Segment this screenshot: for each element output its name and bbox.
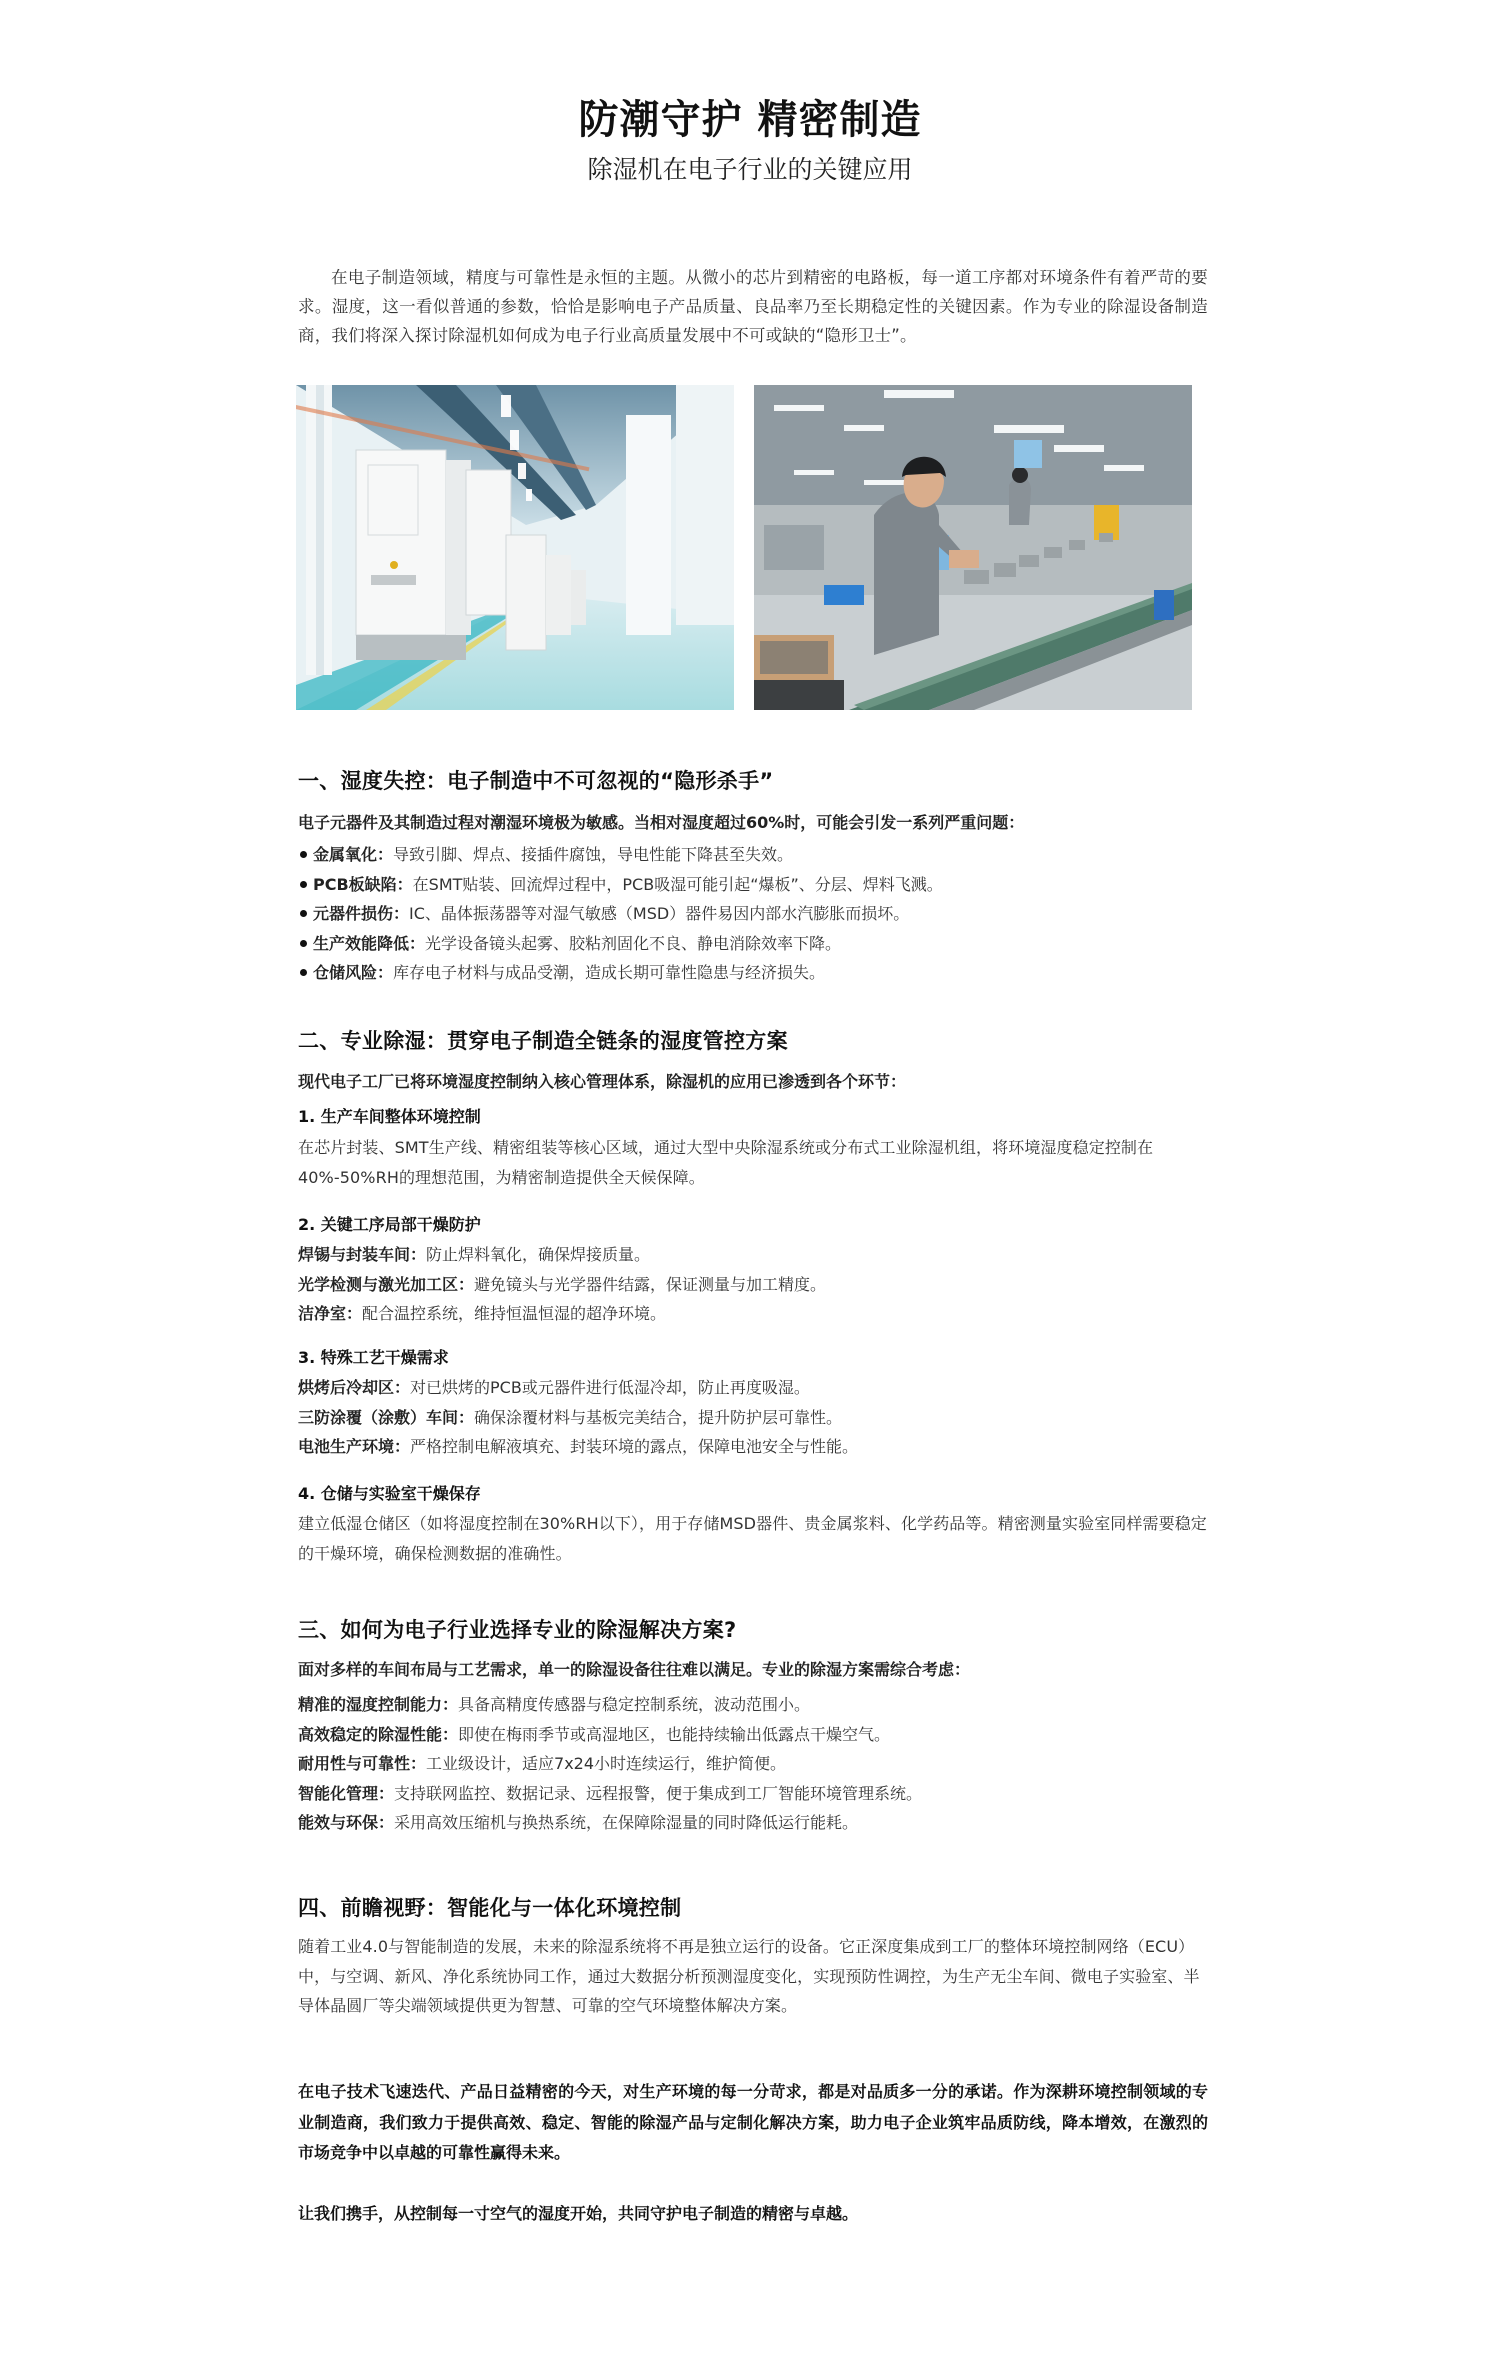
section-3-lead: 面对多样的车间布局与工艺需求，单一的除湿设备往往难以满足。专业的除湿方案需综合考虑：: [298, 1660, 971, 1679]
subsection-1-text: 在芯片封装、SMT生产线、精密组装等核心区域，通过大型中央除湿系统或分布式工业除湿机组，将环境湿度稳定控制在40%-50%RH的理想范围，为精密制造提供全天候保障。: [298, 1138, 1154, 1187]
subsection-2-title: 2. 关键工序局部干燥防护: [298, 1215, 481, 1234]
list-item: 烘烤后冷却区：对已烘烤的PCB或元器件进行低湿冷却，防止再度吸湿。: [298, 1378, 810, 1397]
list-item: 能效与环保：采用高效压缩机与换热系统，在保障除湿量的同时降低运行能耗。: [298, 1813, 859, 1832]
subsection-3-title: 3. 特殊工艺干燥需求: [298, 1348, 449, 1367]
list-item: 电池生产环境：严格控制电解液填充、封装环境的露点，保障电池安全与性能。: [298, 1437, 859, 1456]
bullet-icon: [300, 881, 307, 888]
list-item: 仓储风险：库存电子材料与成品受潮，造成长期可靠性隐患与经济损失。: [298, 958, 1208, 988]
section-1-list: [298, 840, 1208, 988]
list-item: 耐用性与可靠性：工业级设计，适应7x24小时连续运行，维护简便。: [298, 1754, 787, 1773]
subsection-1-title: 1. 生产车间整体环境控制: [298, 1107, 481, 1126]
list-item: 精准的湿度控制能力：具备高精度传感器与稳定控制系统，波动范围小。: [298, 1695, 811, 1714]
section-2-lead: 现代电子工厂已将环境湿度控制纳入核心管理体系，除湿机的应用已渗透到各个环节：: [298, 1072, 907, 1091]
assembly-line-worker-image: [754, 385, 1192, 710]
page-subtitle: 除湿机在电子行业的关键应用: [587, 155, 913, 184]
section-3-heading: 三、如何为电子行业选择专业的除湿解决方案?: [298, 1618, 737, 1642]
section-1-heading: 一、湿度失控：电子制造中不可忽视的“隐形杀手”: [298, 769, 774, 793]
bullet-icon: [300, 940, 307, 947]
subsection-4-title: 4. 仓储与实验室干燥保存: [298, 1484, 481, 1503]
section-4-heading: 四、前瞻视野：智能化与一体化环境控制: [298, 1896, 682, 1920]
section-4-text: 随着工业4.0与智能制造的发展，未来的除湿系统将不再是独立运行的设备。它正深度集成到工厂的整体环境控制网络（ECU）中，与空调、新风、净化系统协同工作，通过大数据分析预测湿度变化，实现预防性调控，为生产无尘车间、微电子实验室、半导体晶圆厂等尖端领域提供更为智慧、可靠的空气环境整体解决方案。: [298, 1937, 1200, 2015]
image-row: [296, 385, 1196, 710]
list-item: 金属氧化：导致引脚、焊点、接插件腐蚀，导电性能下降甚至失效。: [298, 840, 1208, 870]
list-item: 高效稳定的除湿性能：即使在梅雨季节或高湿地区，也能持续输出低露点干燥空气。: [298, 1724, 891, 1744]
section-2-heading: 二、专业除湿：贯穿电子制造全链条的湿度管控方案: [298, 1029, 788, 1053]
section-3-list: [298, 1690, 1208, 1838]
list-item: 元器件损伤：IC、晶体振荡器等对湿气敏感（MSD）器件易因内部水汽膨胀而损坏。: [298, 899, 1208, 929]
closing-paragraph: 在电子技术飞速迭代、产品日益精密的今天，对生产环境的每一分苛求，都是对品质多一分的承诺。作为深耕环境控制领域的专业制造商，我们致力于提供高效、稳定、智能的除湿产品与定制化解决方案，助力电子企业筑牢品质防线，降本增效，在激烈的市场竞争中以卓越的可靠性赢得未来。: [298, 2082, 1208, 2162]
intro-paragraph: 在电子制造领域，精度与可靠性是永恒的主题。从微小的芯片到精密的电路板，每一道工序都对环境条件有着严苛的要求。湿度，这一看似普通的参数，恰恰是影响电子产品质量、良品率乃至长期稳定性的关键因素。作为专业的除湿设备制造商，我们将深入探讨除湿机如何成为电子行业高质量发展中不可或缺的“隐形卫士”。: [298, 268, 1208, 345]
list-item: 洁净室：配合温控系统，维持恒温恒湿的超净环境。: [298, 1304, 667, 1323]
bullet-icon: [300, 851, 307, 858]
page-title: 防潮守护 精密制造: [578, 97, 922, 143]
list-item: 智能化管理：支持联网监控、数据记录、远程报警，便于集成到工厂智能环境管理系统。: [298, 1783, 923, 1803]
bullet-icon: [300, 969, 307, 976]
list-item: 生产效能降低：光学设备镜头起雾、胶粘剂固化不良、静电消除效率下降。: [298, 929, 1208, 959]
cleanroom-dehumidifier-image: [296, 385, 734, 710]
closing-slogan: 让我们携手，从控制每一寸空气的湿度开始，共同守护电子制造的精密与卓越。: [298, 2204, 859, 2223]
subsection-4-text: 建立低湿仓储区（如将湿度控制在30%RH以下），用于存储MSD器件、贵金属浆料、化学药品等。精密测量实验室同样需要稳定的干燥环境，确保检测数据的准确性。: [298, 1514, 1207, 1563]
list-item: 焊锡与封装车间：防止焊料氧化，确保焊接质量。: [298, 1245, 651, 1264]
bullet-icon: [300, 910, 307, 917]
list-item: PCB板缺陷：在SMT贴装、回流焊过程中，PCB吸湿可能引起“爆板”、分层、焊料飞溅。: [298, 870, 1208, 900]
subsection-2-list: [298, 1240, 1208, 1329]
list-item: 光学检测与激光加工区：避免镜头与光学器件结露，保证测量与加工精度。: [298, 1274, 827, 1294]
subsection-3-list: [298, 1373, 1208, 1462]
list-item: 三防涂覆（涂敷）车间：确保涂覆材料与基板完美结合，提升防护层可靠性。: [298, 1407, 843, 1427]
section-1-lead: 电子元器件及其制造过程对潮湿环境极为敏感。当相对湿度超过60%时，可能会引发一系列严重问题：: [298, 813, 1025, 832]
